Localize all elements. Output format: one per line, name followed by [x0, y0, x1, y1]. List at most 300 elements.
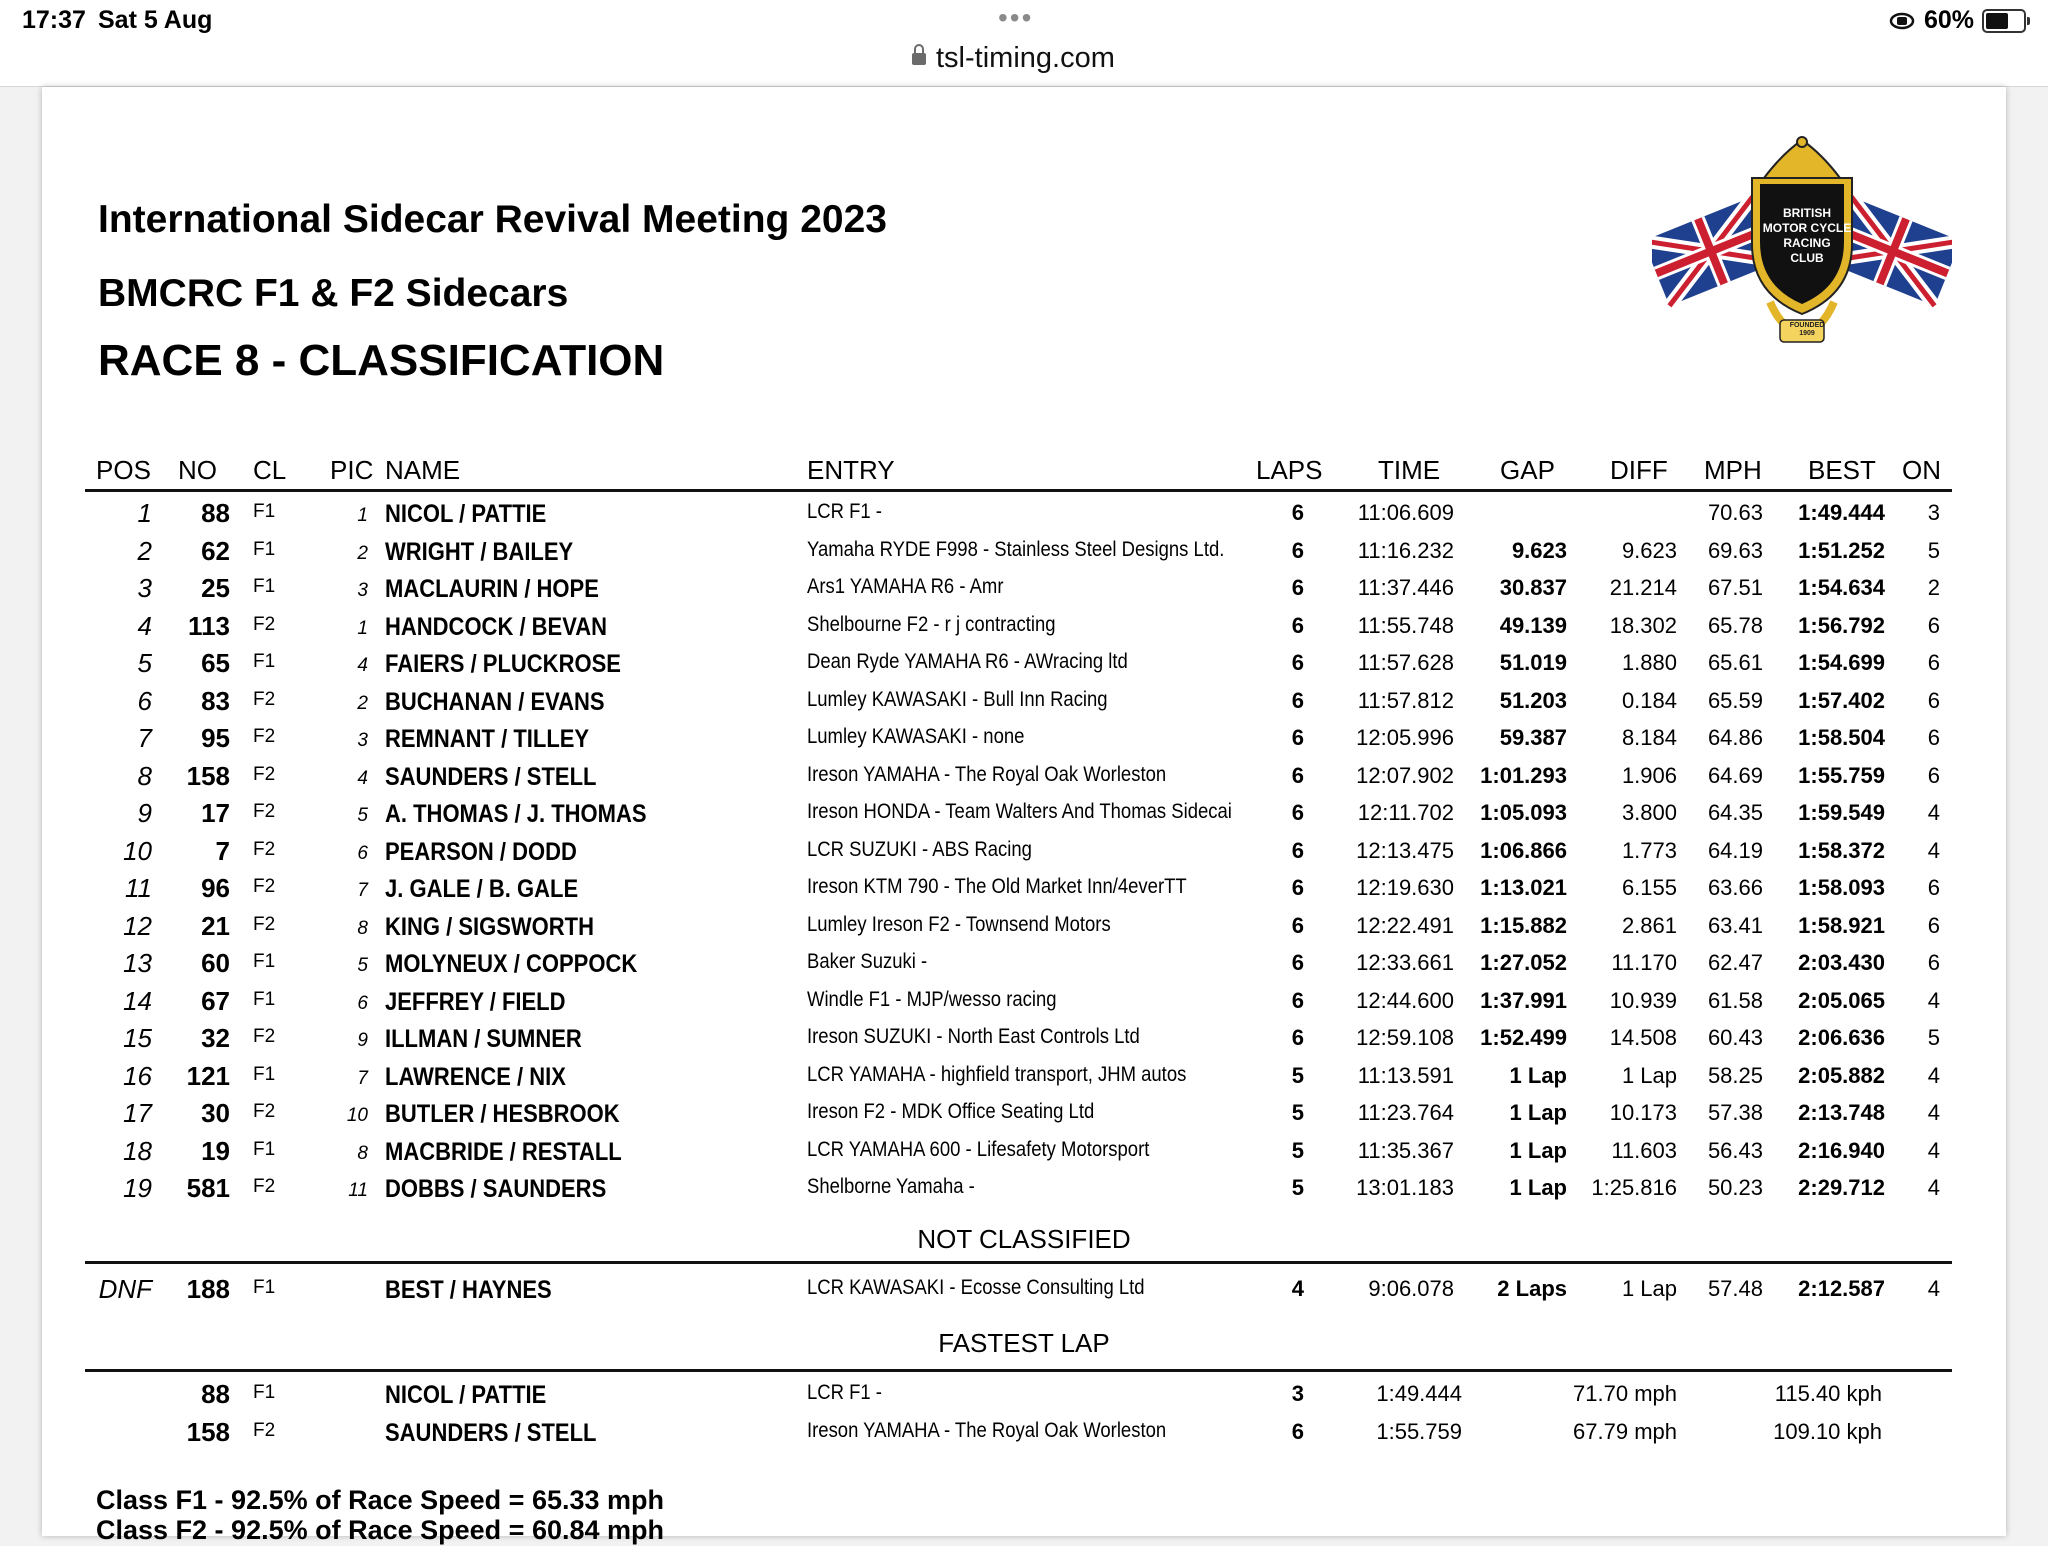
cell-mph: 62.47 — [1707, 950, 1763, 975]
col-best: BEST — [1808, 455, 1876, 485]
cell-diff: 9.623 — [1621, 537, 1677, 563]
cell-on: 2 — [1927, 575, 1940, 600]
cell-pic: 6 — [357, 992, 368, 1014]
cell-entry: Lumley KAWASAKI - none — [807, 725, 1025, 748]
battery-icon — [1982, 9, 2026, 33]
cell-entry: Ars1 YAMAHA R6 - Amr — [807, 575, 1004, 598]
cell-name: JEFFREY / FIELD — [385, 987, 566, 1016]
cell-laps: 6 — [1291, 1025, 1304, 1050]
table-row — [0, 1096, 2048, 1134]
cell-entry: Lumley KAWASAKI - Bull Inn Racing — [807, 687, 1108, 711]
cell-diff: 3.800 — [1621, 800, 1677, 825]
cell-best: 1:57.402 — [1798, 687, 1885, 713]
cell-name: DOBBS / SAUNDERS — [385, 1175, 607, 1203]
cell-no: 96 — [201, 873, 230, 903]
cell-cl: F1 — [253, 651, 276, 672]
cell-best: 1:59.549 — [1798, 800, 1885, 825]
table-row — [0, 909, 2048, 947]
cell-time: 9:06.078 — [1368, 1276, 1454, 1301]
cell-entry: Yamaha RYDE F998 - Stainless Steel Designs Ltd. — [807, 537, 1225, 561]
cell-best: 2:05.065 — [1798, 987, 1885, 1013]
cell-name: NICOL / PATTIE — [385, 500, 547, 528]
cell-pos: 19 — [123, 1173, 152, 1203]
table-row — [0, 496, 2048, 534]
cell-pic: 8 — [357, 917, 368, 939]
bmcrc-logo — [1652, 134, 1952, 360]
cell-diff: 21.214 — [1609, 575, 1677, 600]
col-cl: CL — [253, 455, 287, 485]
cell-pos: 5 — [137, 648, 152, 678]
cell-pos: 1 — [137, 498, 152, 528]
cell-gap: 30.837 — [1499, 575, 1567, 600]
cell-laps: 5 — [1291, 1137, 1304, 1163]
col-diff: DIFF — [1610, 455, 1668, 485]
cell-pic: 11 — [348, 1180, 368, 1201]
cell-laps: 5 — [1291, 1175, 1304, 1200]
cell-name: REMNANT / TILLEY — [385, 725, 590, 753]
cell-gap: 1:27.052 — [1480, 950, 1567, 975]
cell-no: 30 — [201, 1098, 230, 1128]
cell-entry: LCR KAWASAKI - Ecosse Consulting Ltd — [807, 1276, 1145, 1299]
cell-gap: 1:06.866 — [1480, 837, 1567, 863]
cell-laps: 4 — [1291, 1276, 1304, 1301]
fastest-lap-label: FASTEST LAP — [938, 1328, 1110, 1358]
col-gap: GAP — [1500, 455, 1555, 485]
cell-no: 25 — [201, 573, 230, 603]
cell-mph: 67.79 mph — [1573, 1418, 1677, 1444]
cell-pic: 8 — [357, 1142, 368, 1164]
table-row — [0, 759, 2048, 797]
cell-kph: 115.40 kph — [1774, 1381, 1882, 1406]
cell-mph: 61.58 — [1707, 987, 1763, 1013]
cell-laps: 6 — [1291, 650, 1304, 675]
cell-best: 2:03.430 — [1798, 950, 1885, 975]
cell-name: MACLAURIN / HOPE — [385, 575, 599, 603]
status-indicators — [1888, 6, 2026, 35]
cell-laps: 6 — [1291, 575, 1304, 600]
cell-no: 83 — [201, 685, 230, 716]
cell-lap: 3 — [1291, 1381, 1304, 1406]
cell-on: 6 — [1927, 650, 1940, 675]
cell-on: 6 — [1927, 612, 1940, 638]
cell-time: 12:59.108 — [1356, 1025, 1454, 1050]
table-row — [0, 834, 2048, 872]
cell-time: 12:05.996 — [1356, 725, 1454, 750]
cell-entry: LCR YAMAHA - highfield transport, JHM autos — [807, 1062, 1187, 1086]
table-row — [0, 871, 2048, 909]
cell-entry: Windle F1 - MJP/wesso racing — [807, 987, 1057, 1011]
date: Sat 5 Aug — [98, 6, 213, 34]
cell-best: 1:54.634 — [1798, 575, 1885, 600]
cell-diff: 1.773 — [1621, 837, 1677, 863]
cell-no: 158 — [186, 1416, 230, 1447]
cell-entry: Ireson HONDA - Team Walters And Thomas Sidecai — [807, 800, 1232, 823]
cell-cl: F2 — [253, 726, 276, 747]
cell-gap: 2 Laps — [1497, 1276, 1567, 1301]
cell-cl: F1 — [253, 1063, 276, 1085]
cell-gap: 9.623 — [1511, 537, 1567, 563]
more-dots-icon[interactable]: ••• — [998, 2, 1034, 33]
cell-no: 62 — [201, 535, 230, 566]
cell-name: WRIGHT / BAILEY — [385, 537, 574, 566]
cell-best: 2:05.882 — [1798, 1062, 1885, 1088]
cell-no: 21 — [201, 910, 230, 941]
col-on: ON — [1902, 455, 1941, 485]
cell-pos: 11 — [125, 873, 152, 903]
cell-no: 65 — [201, 648, 230, 678]
cell-time: 12:33.661 — [1356, 950, 1454, 975]
cell-name: J. GALE / B. GALE — [385, 875, 579, 903]
cell-gap: 1 Lap — [1509, 1137, 1567, 1163]
cell-time: 12:44.600 — [1356, 987, 1454, 1013]
cell-on: 4 — [1927, 837, 1940, 863]
cell-entry: Baker Suzuki - — [807, 950, 928, 973]
cell-best: 2:06.636 — [1798, 1025, 1885, 1050]
cell-mph: 63.41 — [1707, 912, 1763, 938]
table-row — [0, 571, 2048, 609]
cell-mph: 57.38 — [1707, 1100, 1763, 1125]
cell-cl: F2 — [253, 763, 276, 785]
cell-gap: 1:13.021 — [1480, 875, 1567, 900]
cell-laps: 6 — [1291, 612, 1304, 638]
cell-cl: F1 — [253, 951, 276, 972]
cell-no: 32 — [201, 1023, 230, 1053]
logo-founded: FOUNDED 1909 — [1789, 322, 1825, 337]
cell-laps: 6 — [1291, 800, 1304, 825]
cell-name: HANDCOCK / BEVAN — [385, 612, 608, 641]
cell-entry: Lumley Ireson F2 - Townsend Motors — [807, 912, 1111, 936]
cell-diff: 18.302 — [1609, 612, 1677, 638]
cell-laps: 6 — [1291, 912, 1304, 938]
cell-best: 1:51.252 — [1798, 537, 1885, 563]
race-title: RACE 8 - CLASSIFICATION — [98, 336, 665, 385]
cell-pos: DNF — [98, 1274, 152, 1304]
cell-best: 1:58.921 — [1798, 912, 1885, 938]
cell-mph: 63.66 — [1707, 875, 1763, 900]
cell-entry: LCR SUZUKI - ABS Racing — [807, 837, 1032, 861]
cell-diff: 1:25.816 — [1591, 1175, 1677, 1200]
cell-time: 12:13.475 — [1356, 837, 1454, 863]
cell-entry: LCR F1 - — [807, 500, 882, 523]
cell-entry: Ireson SUZUKI - North East Controls Ltd — [807, 1025, 1140, 1048]
cell-time: 11:57.628 — [1357, 650, 1454, 675]
cell-gap: 1:52.499 — [1480, 1025, 1567, 1050]
cell-best: 2:16.940 — [1798, 1137, 1885, 1163]
not-classified-rule — [85, 1261, 1952, 1264]
cell-on: 5 — [1927, 1025, 1940, 1050]
cell-pic: 2 — [357, 542, 368, 564]
col-entry: ENTRY — [807, 455, 895, 485]
cell-diff: 2.861 — [1621, 912, 1677, 938]
cell-name: A. THOMAS / J. THOMAS — [385, 800, 647, 828]
table-row — [0, 684, 2048, 722]
cell-gap: 1 Lap — [1509, 1062, 1567, 1088]
cell-pic: 4 — [357, 655, 368, 676]
cell-laps: 6 — [1291, 875, 1304, 900]
cell-best: 1:49.444 — [1798, 500, 1885, 525]
cell-time: 11:23.764 — [1357, 1100, 1454, 1125]
cell-diff: 10.173 — [1609, 1100, 1677, 1125]
cell-best: 1:56.792 — [1798, 612, 1885, 638]
cell-name: PEARSON / DODD — [385, 837, 577, 866]
cell-no: 19 — [201, 1135, 230, 1166]
event-title: International Sidecar Revival Meeting 2023 — [98, 198, 887, 241]
table-row — [0, 1272, 2048, 1310]
cell-pos: 8 — [137, 760, 152, 791]
cell-time: 12:22.491 — [1356, 912, 1454, 938]
table-row — [0, 946, 2048, 984]
cell-gap: 1:01.293 — [1480, 762, 1567, 788]
cell-entry: Shelborne Yamaha - — [807, 1175, 975, 1198]
cell-mph: 60.43 — [1707, 1025, 1763, 1050]
cell-gap: 59.387 — [1499, 725, 1567, 750]
address-bar[interactable] — [912, 42, 1115, 75]
clock: 17:37 — [22, 6, 86, 34]
cell-name: MACBRIDE / RESTALL — [385, 1137, 622, 1166]
cell-pic: 6 — [357, 842, 368, 864]
cell-entry: LCR F1 - — [807, 1381, 882, 1404]
cell-on: 6 — [1927, 912, 1940, 938]
cell-best: 2:12.587 — [1798, 1276, 1885, 1301]
cell-on: 6 — [1927, 725, 1940, 750]
cell-laps: 6 — [1291, 537, 1304, 563]
table-row — [0, 534, 2048, 572]
cell-pic: 2 — [357, 692, 368, 714]
cell-no: 121 — [186, 1060, 230, 1091]
cell-on: 5 — [1927, 537, 1940, 563]
cell-no: 60 — [201, 948, 230, 978]
cell-entry: Ireson YAMAHA - The Royal Oak Worleston — [807, 1418, 1167, 1442]
cell-best: 2:29.712 — [1798, 1175, 1885, 1200]
class-title: BMCRC F1 & F2 Sidecars — [98, 272, 569, 315]
cell-time: 11:06.609 — [1357, 500, 1454, 525]
cell-diff: 1 Lap — [1621, 1276, 1677, 1301]
cell-pic: 7 — [357, 1067, 368, 1089]
cell-mph: 57.48 — [1707, 1276, 1763, 1301]
cell-mph: 65.59 — [1707, 687, 1763, 713]
cell-pos: 16 — [123, 1060, 152, 1091]
cell-gap: 49.139 — [1499, 612, 1567, 638]
table-row — [0, 796, 2048, 834]
cell-mph: 50.23 — [1707, 1175, 1763, 1200]
cell-pos: 17 — [123, 1098, 152, 1128]
f1-race-speed-note: Class F1 - 92.5% of Race Speed = 65.33 mph — [96, 1485, 665, 1515]
cell-pos: 13 — [123, 948, 152, 978]
cell-entry: Ireson KTM 790 - The Old Market Inn/4everTT — [807, 875, 1187, 898]
cell-gap: 51.019 — [1499, 650, 1567, 675]
cell-no: 581 — [186, 1173, 230, 1203]
cell-gap: 51.203 — [1499, 687, 1567, 713]
cell-entry: Dean Ryde YAMAHA R6 - AWracing ltd — [807, 650, 1128, 673]
col-name: NAME — [385, 455, 461, 485]
cell-pic: 10 — [346, 1105, 368, 1126]
table-row — [0, 1415, 2048, 1453]
table-row — [0, 1021, 2048, 1059]
cell-cl: F2 — [253, 1026, 276, 1047]
cell-mph: 67.51 — [1707, 575, 1763, 600]
cell-diff: 8.184 — [1621, 725, 1677, 750]
table-row — [0, 1059, 2048, 1097]
cell-laps: 6 — [1291, 837, 1304, 863]
cell-name: SAUNDERS / STELL — [385, 1418, 597, 1447]
cell-time: 11:37.446 — [1357, 575, 1454, 600]
cell-pos: 18 — [123, 1135, 152, 1166]
cell-mph: 64.86 — [1707, 725, 1763, 750]
cell-cl: F2 — [253, 613, 276, 635]
col-no: NO — [178, 455, 217, 485]
cell-laps: 6 — [1291, 987, 1304, 1013]
cell-on: 4 — [1927, 987, 1940, 1013]
cell-gap: 1:05.093 — [1480, 800, 1567, 825]
cell-on: 4 — [1927, 1137, 1940, 1163]
cell-laps: 6 — [1291, 762, 1304, 788]
cell-gap: 1:37.991 — [1480, 987, 1567, 1013]
cell-cl: F2 — [253, 913, 276, 935]
cell-pos: 15 — [123, 1023, 152, 1053]
cell-pic: 3 — [357, 580, 368, 601]
cell-name: LAWRENCE / NIX — [385, 1062, 566, 1091]
table-row — [0, 1171, 2048, 1209]
cell-time: 11:57.812 — [1357, 687, 1454, 713]
cell-pic: 3 — [357, 730, 368, 751]
cell-pos: 2 — [137, 535, 152, 566]
header-rule — [85, 489, 1952, 492]
cell-mph: 70.63 — [1707, 500, 1763, 525]
cell-cl: F2 — [253, 838, 276, 860]
cell-diff: 10.939 — [1609, 987, 1677, 1013]
cell-diff: 1 Lap — [1621, 1062, 1677, 1088]
cell-cl: F1 — [253, 988, 276, 1010]
cell-on: 4 — [1927, 1062, 1940, 1088]
cell-mph: 65.78 — [1707, 612, 1763, 638]
cell-on: 6 — [1927, 762, 1940, 788]
cell-diff: 1.880 — [1621, 650, 1677, 675]
cell-diff: 0.184 — [1621, 687, 1677, 713]
cell-name: SAUNDERS / STELL — [385, 762, 597, 791]
cell-mph: 71.70 mph — [1573, 1381, 1677, 1406]
cell-cl: F1 — [253, 576, 276, 597]
col-laps: LAPS — [1256, 455, 1323, 485]
cell-entry: Ireson YAMAHA - The Royal Oak Worleston — [807, 762, 1167, 786]
cell-laps: 6 — [1291, 687, 1304, 713]
cell-no: 158 — [186, 760, 230, 791]
cell-pic: 5 — [357, 955, 368, 976]
cell-mph: 64.19 — [1707, 837, 1763, 863]
cell-gap: 1:15.882 — [1480, 912, 1567, 938]
table-row — [0, 984, 2048, 1022]
cell-pic: 4 — [357, 767, 368, 789]
cell-laps: 5 — [1291, 1100, 1304, 1125]
table-row — [0, 646, 2048, 684]
cell-best: 1:58.372 — [1798, 837, 1885, 863]
cell-lap: 6 — [1291, 1418, 1304, 1444]
cell-diff: 14.508 — [1609, 1025, 1677, 1050]
cell-name: NICOL / PATTIE — [385, 1381, 547, 1409]
cell-mph: 56.43 — [1707, 1137, 1763, 1163]
cell-no: 188 — [186, 1274, 230, 1304]
cell-laps: 6 — [1291, 950, 1304, 975]
cell-pic: 1 — [357, 505, 368, 526]
cell-gap: 1 Lap — [1509, 1175, 1567, 1200]
cell-laps: 5 — [1291, 1062, 1304, 1088]
cell-cl: F1 — [253, 1382, 276, 1403]
battery-percent: 60% — [1923, 6, 1974, 34]
cell-time: 11:13.591 — [1357, 1062, 1454, 1088]
cell-on: 6 — [1927, 950, 1940, 975]
cell-diff: 1.906 — [1621, 762, 1677, 788]
cell-entry: Ireson F2 - MDK Office Seating Ltd — [807, 1100, 1095, 1123]
cell-cl: F1 — [253, 1277, 276, 1298]
not-classified-label: NOT CLASSIFIED — [917, 1224, 1131, 1254]
cell-diff: 11.170 — [1611, 950, 1677, 975]
cell-on: 6 — [1927, 687, 1940, 713]
cell-on: 6 — [1927, 875, 1940, 900]
cell-diff: 11.603 — [1611, 1137, 1677, 1163]
table-row — [0, 721, 2048, 759]
cell-pic: 1 — [357, 617, 368, 639]
table-row — [0, 1134, 2048, 1172]
table-row — [0, 1377, 2048, 1415]
cell-mph: 64.35 — [1707, 800, 1763, 825]
cell-no: 113 — [188, 610, 230, 641]
cell-no: 88 — [201, 498, 230, 528]
cell-mph: 65.61 — [1707, 650, 1763, 675]
fastest-lap-rule — [85, 1369, 1952, 1372]
cell-pos: 10 — [123, 835, 152, 866]
cell-cl: F1 — [253, 1138, 276, 1160]
lock-icon — [912, 53, 926, 65]
cell-on: 4 — [1927, 800, 1940, 825]
cell-time: 11:35.367 — [1357, 1137, 1454, 1163]
cell-on: 4 — [1927, 1276, 1940, 1301]
cell-time: 11:16.232 — [1357, 537, 1454, 563]
cell-no: 88 — [201, 1379, 230, 1409]
cell-name: BEST / HAYNES — [385, 1276, 552, 1304]
cell-time: 12:11.702 — [1357, 800, 1454, 825]
status-bar — [0, 0, 2048, 87]
cell-best: 1:58.504 — [1798, 725, 1885, 750]
cell-kph: 109.10 kph — [1773, 1418, 1882, 1444]
cell-no: 7 — [215, 835, 230, 866]
cell-time: 11:55.748 — [1357, 612, 1454, 638]
cell-name: KING / SIGSWORTH — [385, 912, 594, 941]
cell-cl: F1 — [253, 538, 276, 560]
col-time: TIME — [1378, 455, 1441, 485]
cell-name: BUCHANAN / EVANS — [385, 687, 605, 716]
cell-diff: 6.155 — [1621, 875, 1677, 900]
url-text: tsl-timing.com — [936, 42, 1115, 74]
cell-on: 4 — [1927, 1175, 1940, 1200]
cell-time: 1:55.759 — [1376, 1418, 1462, 1444]
cell-on: 3 — [1927, 500, 1940, 525]
cell-name: BUTLER / HESBROOK — [385, 1100, 620, 1128]
cell-cl: F2 — [253, 1101, 276, 1122]
cell-cl: F2 — [253, 876, 276, 897]
f2-race-speed-note: Class F2 - 92.5% of Race Speed = 60.84 mph — [96, 1515, 665, 1545]
cell-name: FAIERS / PLUCKROSE — [385, 650, 621, 678]
cell-no: 95 — [201, 723, 230, 753]
cell-pos: 7 — [137, 723, 152, 753]
cell-best: 1:58.093 — [1798, 875, 1885, 900]
cell-time: 12:07.902 — [1356, 762, 1454, 788]
cell-pos: 6 — [137, 685, 152, 716]
cell-pos: 9 — [137, 798, 152, 828]
cell-pic: 7 — [357, 880, 368, 901]
cell-cl: F2 — [253, 801, 276, 822]
cell-pos: 4 — [137, 610, 152, 641]
cell-laps: 6 — [1291, 500, 1304, 525]
cell-pos: 14 — [123, 985, 152, 1016]
